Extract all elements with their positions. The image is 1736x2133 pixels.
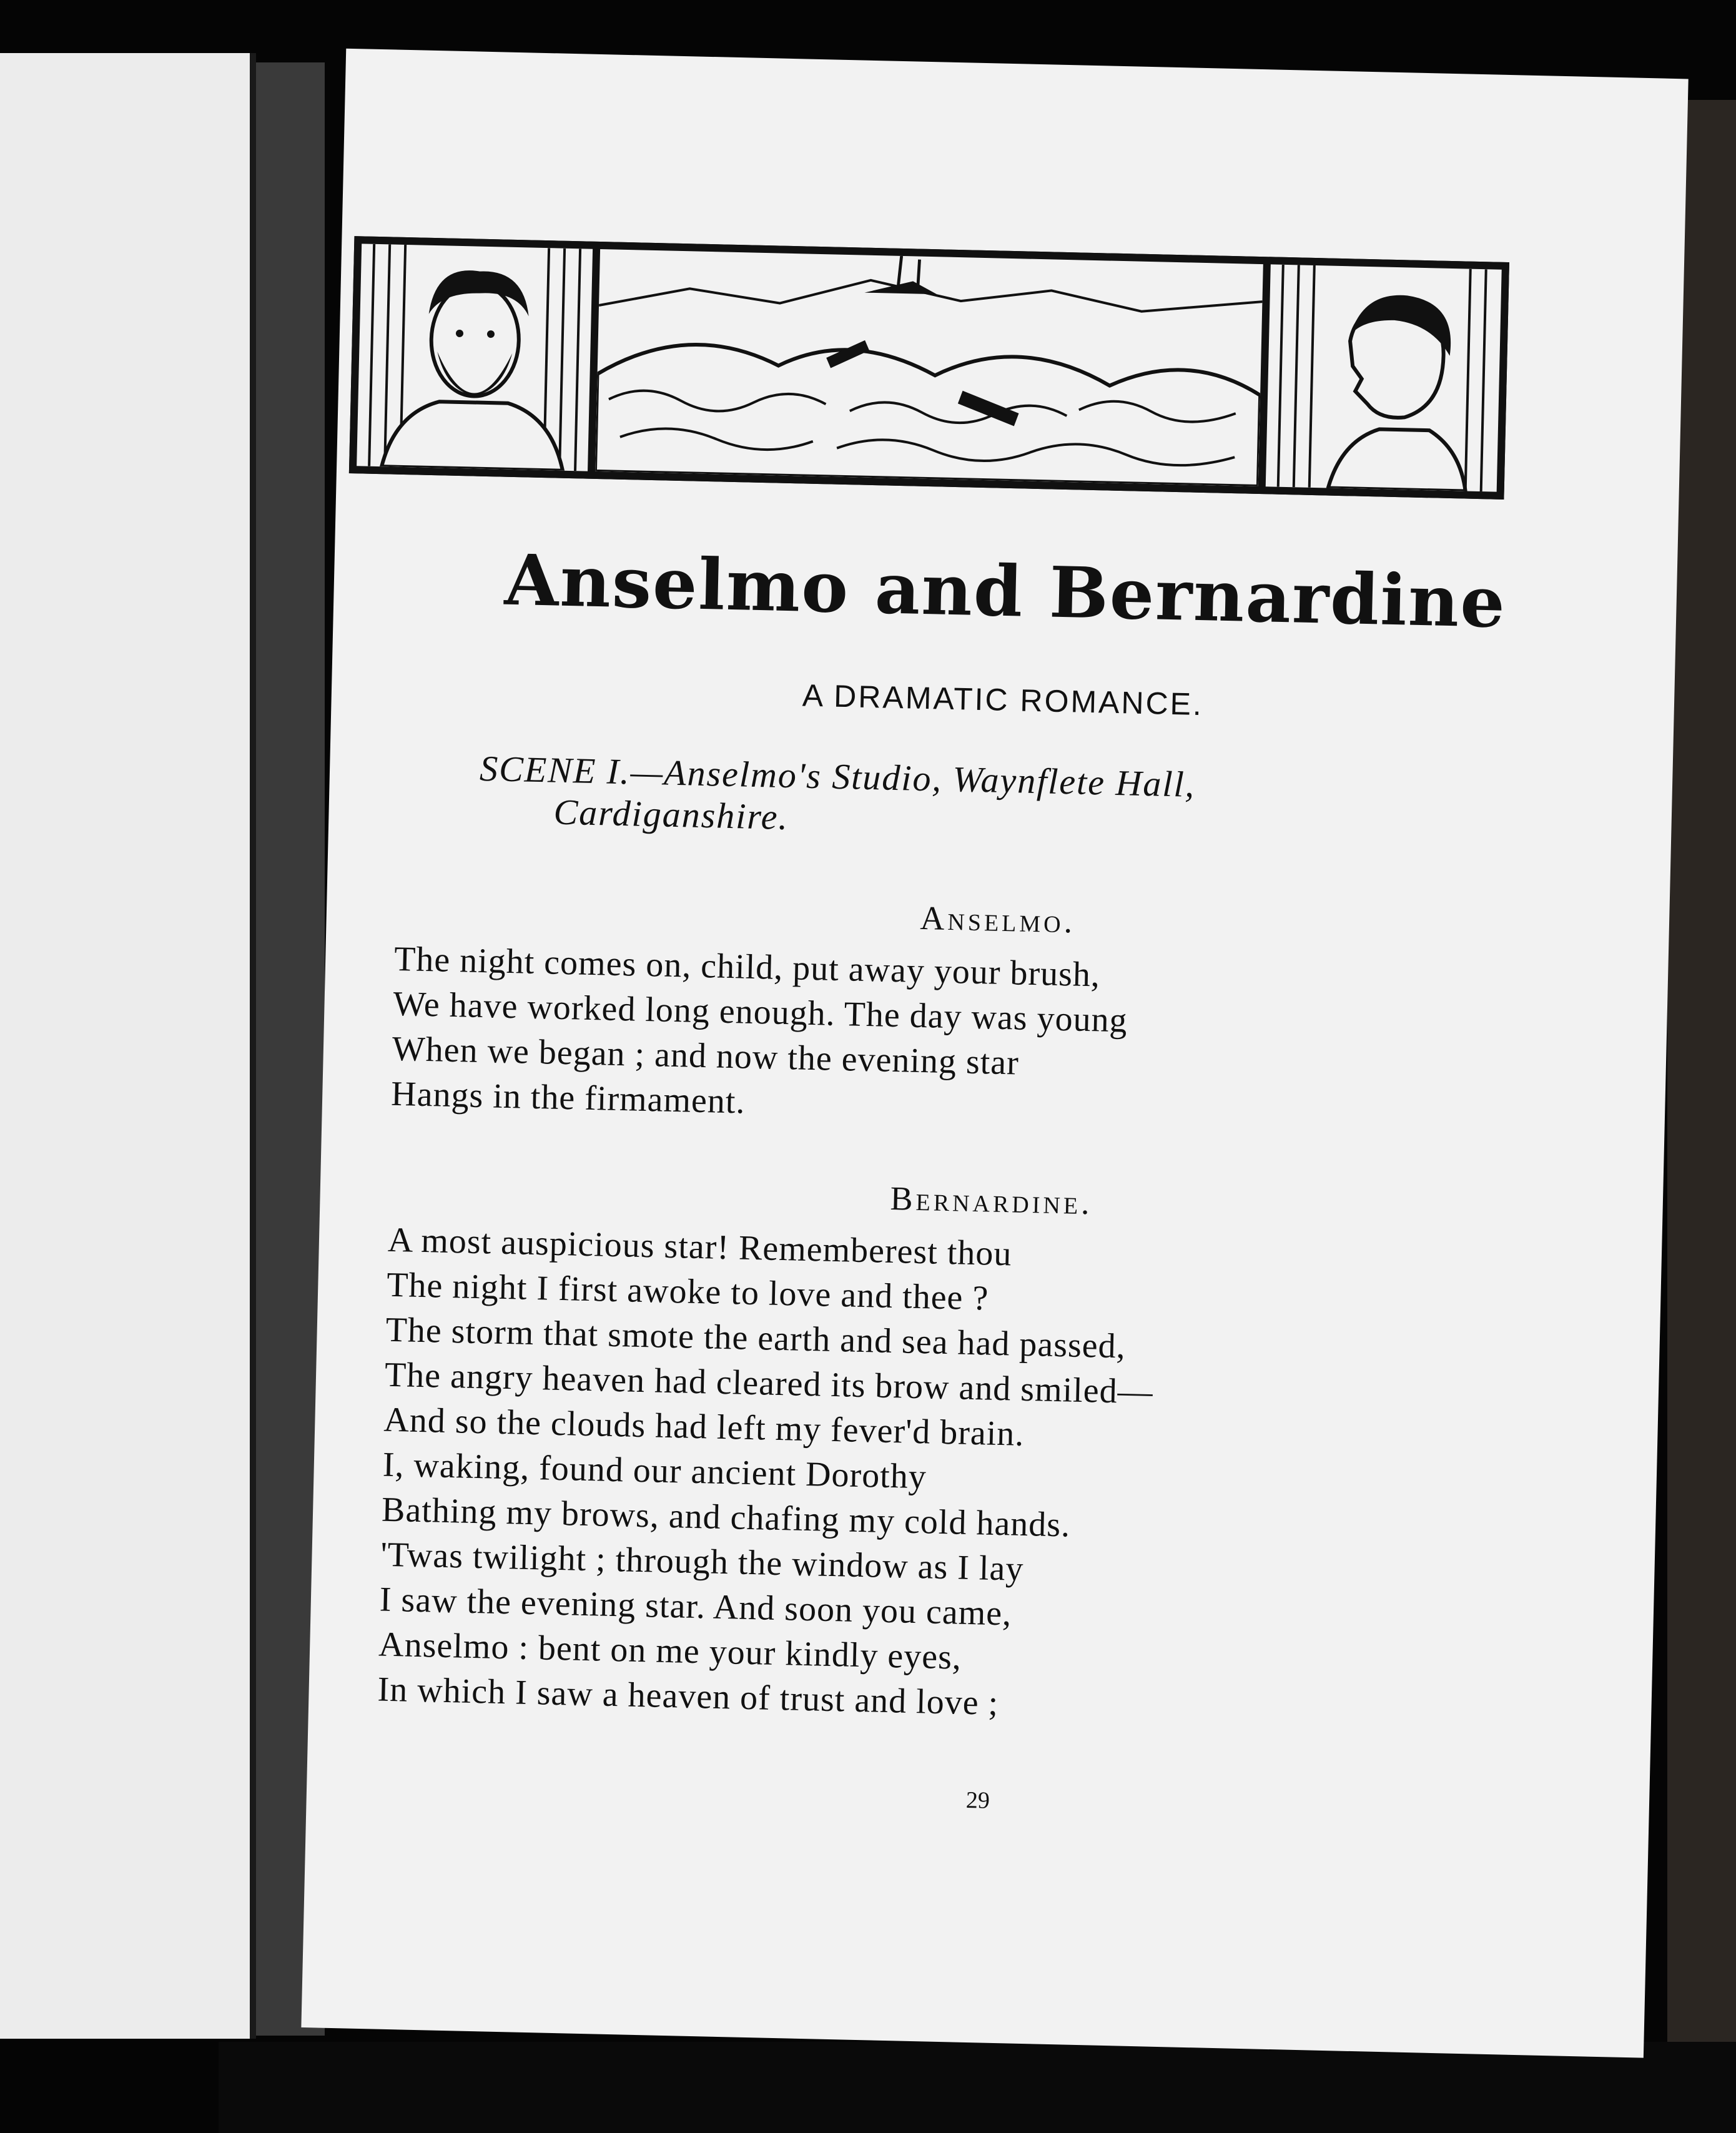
portrait-man-panel bbox=[357, 244, 593, 471]
scene-heading bbox=[478, 748, 1386, 852]
verse-line: Hangs in the firmament. bbox=[390, 1074, 746, 1121]
verse-line: When we began ; and now the evening star bbox=[392, 1029, 1020, 1083]
header-illustration bbox=[349, 236, 1509, 500]
verse-line: Anselmo : bent on me your kindly eyes, bbox=[378, 1625, 962, 1677]
portrait-woman-panel bbox=[1266, 264, 1502, 491]
background-bottom bbox=[219, 2042, 1736, 2133]
verse-block-bernardine bbox=[377, 1218, 1419, 1735]
verse-line: 'Twas twilight ; through the window as I lay bbox=[380, 1535, 1025, 1589]
verse-line: I, waking, found our ancient Dorothy bbox=[382, 1445, 927, 1497]
verse-line: The storm that smote the earth and sea had passed, bbox=[385, 1310, 1127, 1366]
verse-line: I saw the evening star. And soon you came, bbox=[379, 1580, 1012, 1633]
bearded-man-illustration bbox=[357, 244, 593, 471]
page-number: 29 bbox=[965, 1786, 990, 1814]
scene-heading-line-2: Cardiganshire. bbox=[553, 791, 789, 837]
scene-heading-line-1: SCENE I.—Anselmo's Studio, Waynflete Hall, bbox=[479, 747, 1196, 805]
verse-line: The night comes on, child, put away your brush, bbox=[393, 939, 1101, 995]
left-page-edge bbox=[0, 53, 256, 2039]
verse-line: In which I saw a heaven of trust and love ; bbox=[377, 1670, 999, 1723]
verse-line: The angry heaven had cleared its brow and smiled— bbox=[384, 1355, 1154, 1412]
book-page bbox=[301, 49, 1688, 2058]
verse-line: The night I first awoke to love and thee ? bbox=[386, 1265, 989, 1318]
speaker-anselmo: Anselmo. bbox=[919, 899, 1076, 940]
stormy-sea-panel bbox=[595, 249, 1263, 486]
verse-line: We have worked long enough. The day was young bbox=[392, 984, 1128, 1040]
verse-line: And so the clouds had left my fever'd brain. bbox=[383, 1400, 1025, 1454]
verse-line: Bathing my brows, and chafing my cold hands. bbox=[381, 1490, 1071, 1545]
verse-block-anselmo bbox=[391, 937, 1425, 1140]
speaker-bernardine: Bernardine. bbox=[890, 1179, 1093, 1222]
woman-profile-illustration bbox=[1266, 264, 1502, 491]
verse-line: A most auspicious star! Rememberest thou bbox=[387, 1220, 1013, 1274]
page-title: Anselmo and Bernardine bbox=[503, 539, 1507, 644]
subtitle: A DRAMATIC ROMANCE. bbox=[802, 677, 1204, 722]
stormy-sea-illustration bbox=[595, 249, 1263, 486]
